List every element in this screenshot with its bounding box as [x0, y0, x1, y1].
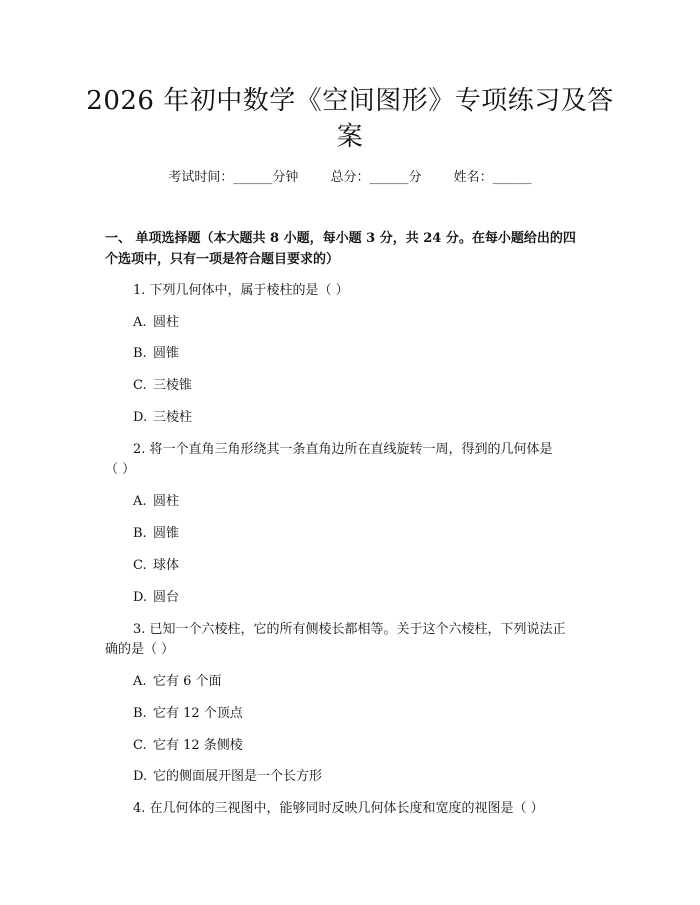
- option-letter: B.: [133, 526, 147, 541]
- option-text: 三棱柱: [153, 410, 193, 425]
- option-letter: C.: [133, 378, 147, 393]
- option-letter: D.: [133, 410, 148, 425]
- option-letter: A.: [133, 674, 147, 689]
- option-text: 圆台: [153, 590, 180, 605]
- question-2-option-a: [133, 492, 179, 512]
- question-1-option-a: [133, 313, 179, 333]
- question-2-option-d: [133, 588, 179, 608]
- question-2-option-c: [133, 556, 179, 576]
- option-letter: C.: [133, 738, 147, 753]
- section-heading-line-2: 个选项中，只有一项是符合题目要求的）: [105, 252, 340, 267]
- student-name-field: 姓名：______: [453, 170, 532, 185]
- option-letter: B.: [133, 346, 147, 361]
- question-2-text: 2. 将一个直角三角形绕其一条直角边所在直线旋转一周，得到的几何体是: [133, 442, 553, 457]
- question-3-text: 3. 已知一个六棱柱，它的所有侧棱长都相等。关于这个六棱柱，下列说法正: [133, 622, 566, 637]
- exam-meta: [0, 168, 700, 188]
- option-letter: B.: [133, 706, 147, 721]
- question-3-option-b: [133, 704, 243, 724]
- question-1-option-b: [133, 344, 179, 364]
- question-2-text-cont: （ ）: [105, 462, 136, 477]
- option-text: 它有 6 个面: [153, 674, 222, 689]
- question-4-text: 4. 在几何体的三视图中，能够同时反映几何体长度和宽度的视图是（ ）: [133, 801, 544, 816]
- question-2-option-b: [133, 524, 179, 544]
- option-letter: A.: [133, 315, 147, 330]
- option-text: 圆锥: [153, 526, 180, 541]
- exam-time-field: 考试时间：______分钟: [168, 170, 299, 185]
- option-letter: D.: [133, 769, 148, 784]
- question-3-option-c: [133, 736, 243, 756]
- option-text: 圆柱: [153, 494, 180, 509]
- question-1-text: 1. 下列几何体中，属于棱柱的是（ ）: [133, 283, 349, 298]
- option-text: 球体: [153, 558, 180, 573]
- question-3-option-d: [133, 767, 322, 787]
- question-3-text-cont: 确的是（ ）: [105, 642, 175, 657]
- option-text: 三棱锥: [153, 378, 193, 393]
- option-text: 它有 12 条侧棱: [153, 738, 243, 753]
- option-text: 圆柱: [153, 315, 180, 330]
- option-letter: A.: [133, 494, 147, 509]
- question-1-option-d: [133, 408, 192, 428]
- option-letter: D.: [133, 590, 148, 605]
- option-letter: C.: [133, 558, 147, 573]
- option-text: 它有 12 个顶点: [153, 706, 243, 721]
- page-title-line-2: 案: [336, 122, 364, 152]
- page-title-line-1: 2026 年初中数学《空间图形》专项练习及答: [86, 86, 614, 116]
- option-text: 它的侧面展开图是一个长方形: [153, 769, 323, 784]
- question-3-option-a: [133, 672, 222, 692]
- section-heading-line-1: 一、 单项选择题（本大题共 8 小题，每小题 3 分，共 24 分。在每小题给出的四: [105, 231, 576, 246]
- total-score-field: 总分：______分: [330, 170, 422, 185]
- question-1-option-c: [133, 376, 192, 396]
- option-text: 圆锥: [153, 346, 180, 361]
